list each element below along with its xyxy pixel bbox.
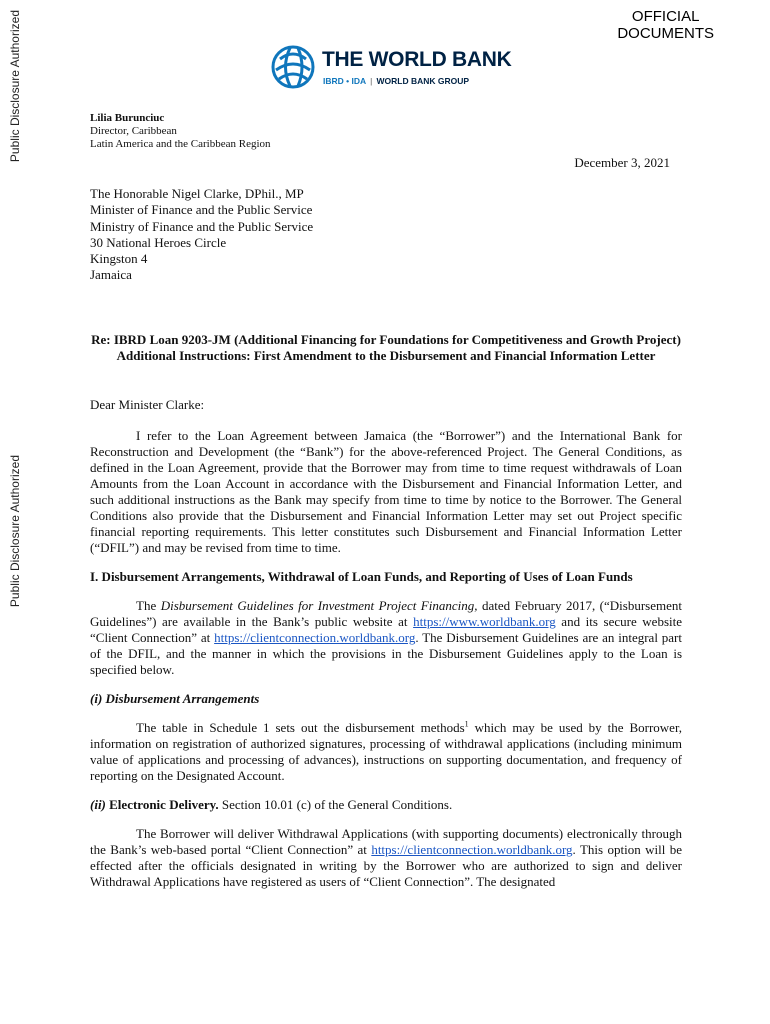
addressee-line: Jamaica xyxy=(90,267,132,283)
addressee-line: The Honorable Nigel Clarke, DPhil., MP xyxy=(90,186,304,201)
para-text: dated February 2017, (“Disbursement Guidelines”) are available in the Bank’s public website at xyxy=(90,598,682,629)
paragraph-guidelines xyxy=(90,598,682,678)
para-text: and its secure website “Client Connection” at xyxy=(90,614,682,645)
footnote-marker[interactable]: 1 xyxy=(464,719,469,729)
official-documents-stamp xyxy=(617,8,714,42)
addressee-block xyxy=(90,186,313,284)
addressee-line: Minister of Finance and the Public Service xyxy=(90,202,313,218)
sender-region: Latin America and the Caribbean Region xyxy=(90,138,271,150)
section-heading-disbursement: I. Disbursement Arrangements, Withdrawal of Loan Funds, and Reporting of Uses of Loan Funds xyxy=(90,569,633,584)
subject-block xyxy=(90,332,682,364)
letter-date: December 3, 2021 xyxy=(574,155,670,170)
salutation: Dear Minister Clarke: xyxy=(90,397,205,412)
world-bank-logo xyxy=(270,44,510,96)
guidelines-title: Disbursement Guidelines for Investment Project Financing, xyxy=(160,598,478,613)
para-text: which may be used by the Borrower, information on registration of authorized signatures, processing of withdrawal applications (including minimum value of applications and processing of advances), instructions on supporting documentation, and frequency of reporting on the Designated Account. xyxy=(90,720,683,783)
logo-title: THE WORLD BANK xyxy=(322,48,512,71)
subject-line-amendment: Additional Instructions: First Amendment to the Disbursement and Financial Information Letter xyxy=(116,348,656,363)
para-text: The xyxy=(136,598,161,613)
globe-icon xyxy=(270,44,316,90)
addressee-line: 30 National Heroes Circle xyxy=(90,234,227,250)
public-disclosure-stamp-middle: Public Disclosure Authorized xyxy=(8,455,22,608)
public-disclosure-stamp-top: Public Disclosure Authorized xyxy=(8,10,22,163)
logo-group: WORLD BANK GROUP xyxy=(376,76,470,86)
sender-block xyxy=(90,112,271,151)
sender-title: Director, Caribbean xyxy=(90,125,177,137)
para-text: Section 10.01 (c) of the General Conditions. xyxy=(218,797,453,812)
documents-label: DOCUMENTS xyxy=(617,25,714,42)
official-label: OFFICIAL xyxy=(631,8,700,25)
paragraph-intro: I refer to the Loan Agreement between Jamaica (the “Borrower”) and the International Bank for Reconstruction and Development (the “Bank”) for the above-referenced Project. The General Conditions, as defined in the Loan Agreement, provide that the Borrower may from time to time request withdrawals of Loan Amounts from the Loan Account in accordance with the Disbursement and Financial Information Letter, and such additional instructions as the Bank may specify from time to time by notice to the Borrower. The General Conditions also provide that the Disbursement and Financial Information Letter may set out Project specific financial reporting requirements. This letter constitutes such Disbursement and Financial Information Letter (“DFIL”) and may be revised from time to time. xyxy=(90,428,682,555)
para-text: The table in Schedule 1 sets out the disbursement methods xyxy=(136,720,465,735)
para-text: . This option will be effected after the officials designated in writing by the Borrower who are authorized to sign and deliver Withdrawal Applications have registered as users of “Client Connection”. The designated xyxy=(90,842,682,889)
para-text: . The Disbursement Guidelines are an integral part of the DFIL, and the manner in which the provisions in the Disbursement Guidelines apply to the Loan is specified below. xyxy=(90,630,682,677)
subject-line: Re: IBRD Loan 9203-JM (Additional Financing for Foundations for Competitiveness and Growth Project) xyxy=(91,332,681,347)
logo-ibrd-ida: IBRD • IDA xyxy=(323,76,367,86)
clientconnection-link[interactable]: https://clientconnection.worldbank.org xyxy=(214,630,416,645)
subsection-heading-text: Electronic Delivery. xyxy=(109,797,219,812)
subsection-heading-electronic xyxy=(90,797,682,813)
paragraph-electronic-delivery xyxy=(90,826,682,890)
logo-separator: | xyxy=(370,76,373,86)
letter-body xyxy=(90,397,682,890)
worldbank-link[interactable]: https://www.worldbank.org xyxy=(413,614,556,629)
para-text: The Borrower will deliver Withdrawal Applications (with supporting documents) electronically through the Bank’s web-based portal “Client Connection” at xyxy=(90,826,682,857)
paragraph-schedule xyxy=(90,720,682,784)
addressee-line: Ministry of Finance and the Public Service xyxy=(90,218,314,234)
logo-subtitle xyxy=(323,76,469,86)
subsection-heading-arrangements xyxy=(90,691,682,707)
addressee-line: Kingston 4 xyxy=(90,251,148,267)
clientconnection-link[interactable]: https://clientconnection.worldbank.org xyxy=(371,842,573,857)
sender-name: Lilia Burunciuc xyxy=(90,112,165,124)
subsection-label: (ii) xyxy=(90,797,106,812)
subsection-heading-text: (i) Disbursement Arrangements xyxy=(90,691,260,706)
